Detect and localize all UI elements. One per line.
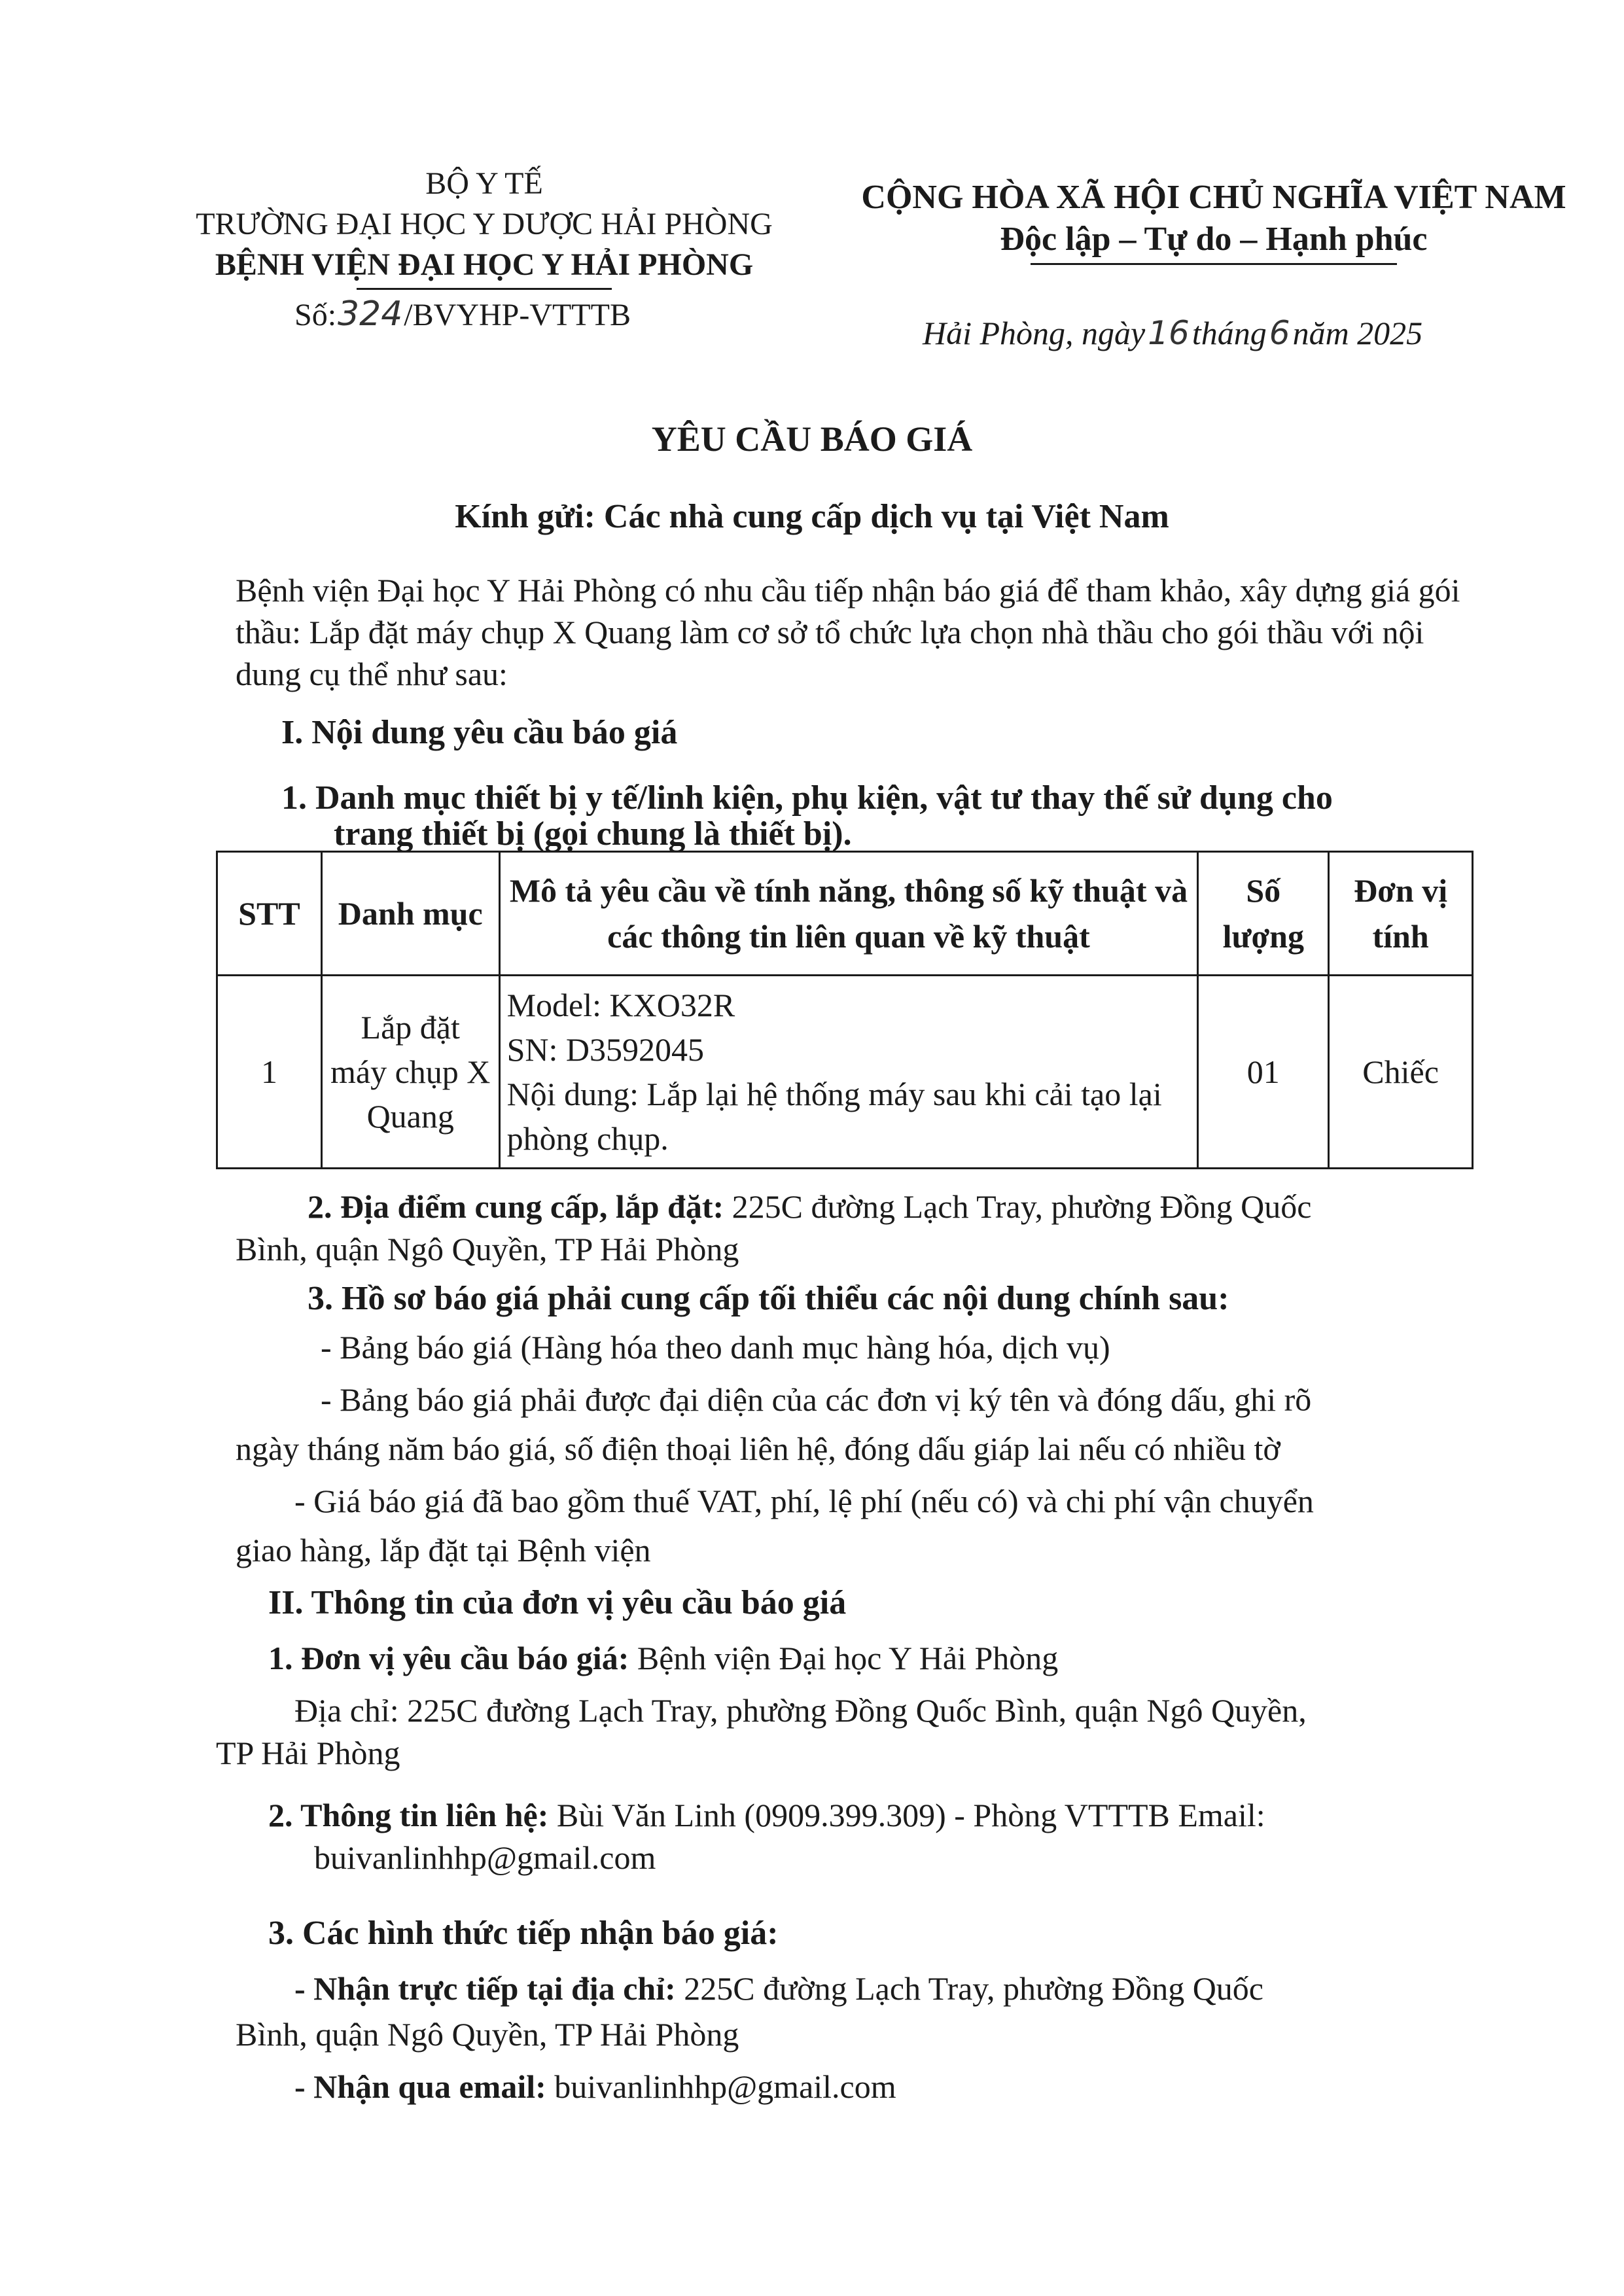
- receive-direct-line-1: [294, 1969, 1263, 2007]
- ministry-name: BỘ Y TẾ: [425, 166, 543, 201]
- cell-model: Model: KXO32R: [506, 987, 735, 1023]
- section-2-heading: II. Thông tin của đơn vị yêu cầu báo giá: [268, 1584, 847, 1621]
- item-3-bullet-3-line-2: giao hàng, lắp đặt tại Bệnh viện: [236, 1532, 651, 1568]
- receive-email-line: [294, 2068, 896, 2106]
- cell-danh-muc: Lắp đặt máy chụp X Quang: [321, 976, 499, 1169]
- date-place: Hải Phòng, ngày: [923, 315, 1146, 351]
- university-name: TRƯỜNG ĐẠI HỌC Y DƯỢC HẢI PHÒNG: [196, 207, 773, 241]
- issue-date: [923, 314, 1422, 352]
- country-name: CỘNG HÒA XÃ HỘI CHỦ NGHĨA VIỆT NAM: [861, 179, 1566, 216]
- item-3-bullet-1: - Bảng báo giá (Hàng hóa theo danh mục hàng hóa, dịch vụ): [321, 1329, 1110, 1366]
- cell-stt: 1: [217, 976, 322, 1169]
- cell-content: Nội dung: Lắp lại hệ thống máy sau khi cải tạo lại phòng chụp.: [506, 1076, 1162, 1157]
- doc-number-suffix: /BVYHP-VTTTB: [404, 298, 631, 332]
- doc-number-handwritten: 324: [338, 294, 403, 334]
- item-2-label: 2. Địa điểm cung cấp, lắp đặt:: [308, 1188, 724, 1225]
- section-2-item-1: [268, 1639, 1058, 1677]
- issuer-header: [157, 164, 811, 290]
- cell-so-luong: 01: [1198, 976, 1329, 1169]
- hospital-underline: [357, 288, 612, 290]
- date-month-label: tháng: [1192, 315, 1267, 351]
- header-so-luong: Số lượng: [1198, 852, 1329, 976]
- receive-email-label: - Nhận qua email:: [294, 2068, 546, 2105]
- address-line-2: TP Hải Phòng: [216, 1735, 400, 1771]
- document-number: [294, 294, 631, 334]
- table-row: [217, 976, 1473, 1169]
- motto-underline: [1031, 263, 1397, 265]
- section-1-heading: I. Nội dung yêu cầu báo giá: [281, 714, 678, 751]
- header-don-vi: Đơn vị tính: [1329, 852, 1473, 976]
- receive-direct-text: 225C đường Lạch Tray, phường Đồng Quốc: [675, 1970, 1263, 2007]
- header-danh-muc: Danh mục: [321, 852, 499, 976]
- receive-email-text: buivanlinhhp@gmail.com: [546, 2068, 896, 2105]
- item-3-bullet-3-line-1: - Giá báo giá đã bao gồm thuế VAT, phí, lệ phí (nếu có) và chi phí vận chuyển: [294, 1483, 1314, 1519]
- table-header-row: [217, 852, 1473, 976]
- section-1-item-1-line-2: trang thiết bị (gọi chung là thiết bị).: [334, 815, 852, 853]
- contact-label: 2. Thông tin liên hệ:: [268, 1797, 549, 1833]
- section-2-item-1-label: 1. Đơn vị yêu cầu báo giá:: [268, 1640, 629, 1676]
- receive-direct-label: - Nhận trực tiếp tại địa chỉ:: [294, 1970, 676, 2007]
- section-2-item-2: [268, 1796, 1265, 1834]
- section-1-item-1-line-1: 1. Danh mục thiết bị y tế/linh kiện, phụ kiện, vật tư thay thế sử dụng cho: [281, 779, 1333, 817]
- section-1-item-3-heading: 3. Hồ sơ báo giá phải cung cấp tối thiểu các nội dung chính sau:: [308, 1280, 1229, 1317]
- equipment-table: [216, 851, 1474, 1169]
- section-1-item-2-line-1: [308, 1188, 1311, 1226]
- item-2-text: 225C đường Lạch Tray, phường Đồng Quốc: [724, 1188, 1312, 1225]
- header-stt: STT: [217, 852, 322, 976]
- header-mo-ta: Mô tả yêu cầu về tính năng, thông số kỹ thuật và các thông tin liên quan về kỹ thuật: [499, 852, 1198, 976]
- section-1-item-2-line-2: Bình, quận Ngô Quyền, TP Hải Phòng: [236, 1231, 739, 1267]
- national-motto: Độc lập – Tự do – Hạnh phúc: [1000, 221, 1428, 258]
- item-3-bullet-2-line-2: ngày tháng năm báo giá, số điện thoại liên hệ, đóng dấu giáp lai nếu có nhiều tờ: [236, 1430, 1280, 1467]
- document-title: YÊU CẦU BÁO GIÁ: [651, 419, 973, 459]
- date-year: năm 2025: [1292, 315, 1423, 351]
- intro-paragraph: Bệnh viện Đại học Y Hải Phòng có nhu cầu tiếp nhận báo giá để tham khảo, xây dựng giá gói thầu: Lắp đặt máy chụp X Quang làm cơ sở tổ chức lựa chọn nhà thầu cho gói thầu với nội dung cụ thể như sau:: [236, 572, 1460, 692]
- recipient-line: Kính gửi: Các nhà cung cấp dịch vụ tại Việt Nam: [455, 498, 1169, 535]
- national-header: [851, 177, 1577, 265]
- cell-mo-ta: [499, 976, 1198, 1169]
- cell-serial: SN: D3592045: [506, 1031, 704, 1068]
- contact-text: Bùi Văn Linh (0909.399.309) - Phòng VTTTB Email:: [548, 1797, 1265, 1833]
- receive-direct-line-2: Bình, quận Ngô Quyền, TP Hải Phòng: [236, 2016, 739, 2053]
- hospital-name: BỆNH VIỆN ĐẠI HỌC Y HẢI PHÒNG: [215, 247, 754, 282]
- section-2-item-1-text: Bệnh viện Đại học Y Hải Phòng: [629, 1640, 1059, 1676]
- address-line-1: Địa chỉ: 225C đường Lạch Tray, phường Đồng Quốc Bình, quận Ngô Quyền,: [294, 1692, 1307, 1729]
- item-3-bullet-2-line-1: - Bảng báo giá phải được đại diện của các đơn vị ký tên và đóng dấu, ghi rõ: [321, 1381, 1312, 1418]
- date-day-handwritten: 16: [1148, 314, 1190, 352]
- doc-number-prefix: Số:: [294, 298, 337, 332]
- cell-don-vi: Chiếc: [1329, 976, 1473, 1169]
- section-2-item-3-heading: 3. Các hình thức tiếp nhận báo giá:: [268, 1915, 779, 1952]
- contact-email: buivanlinhhp@gmail.com: [314, 1839, 656, 1876]
- date-month-handwritten: 6: [1269, 314, 1290, 352]
